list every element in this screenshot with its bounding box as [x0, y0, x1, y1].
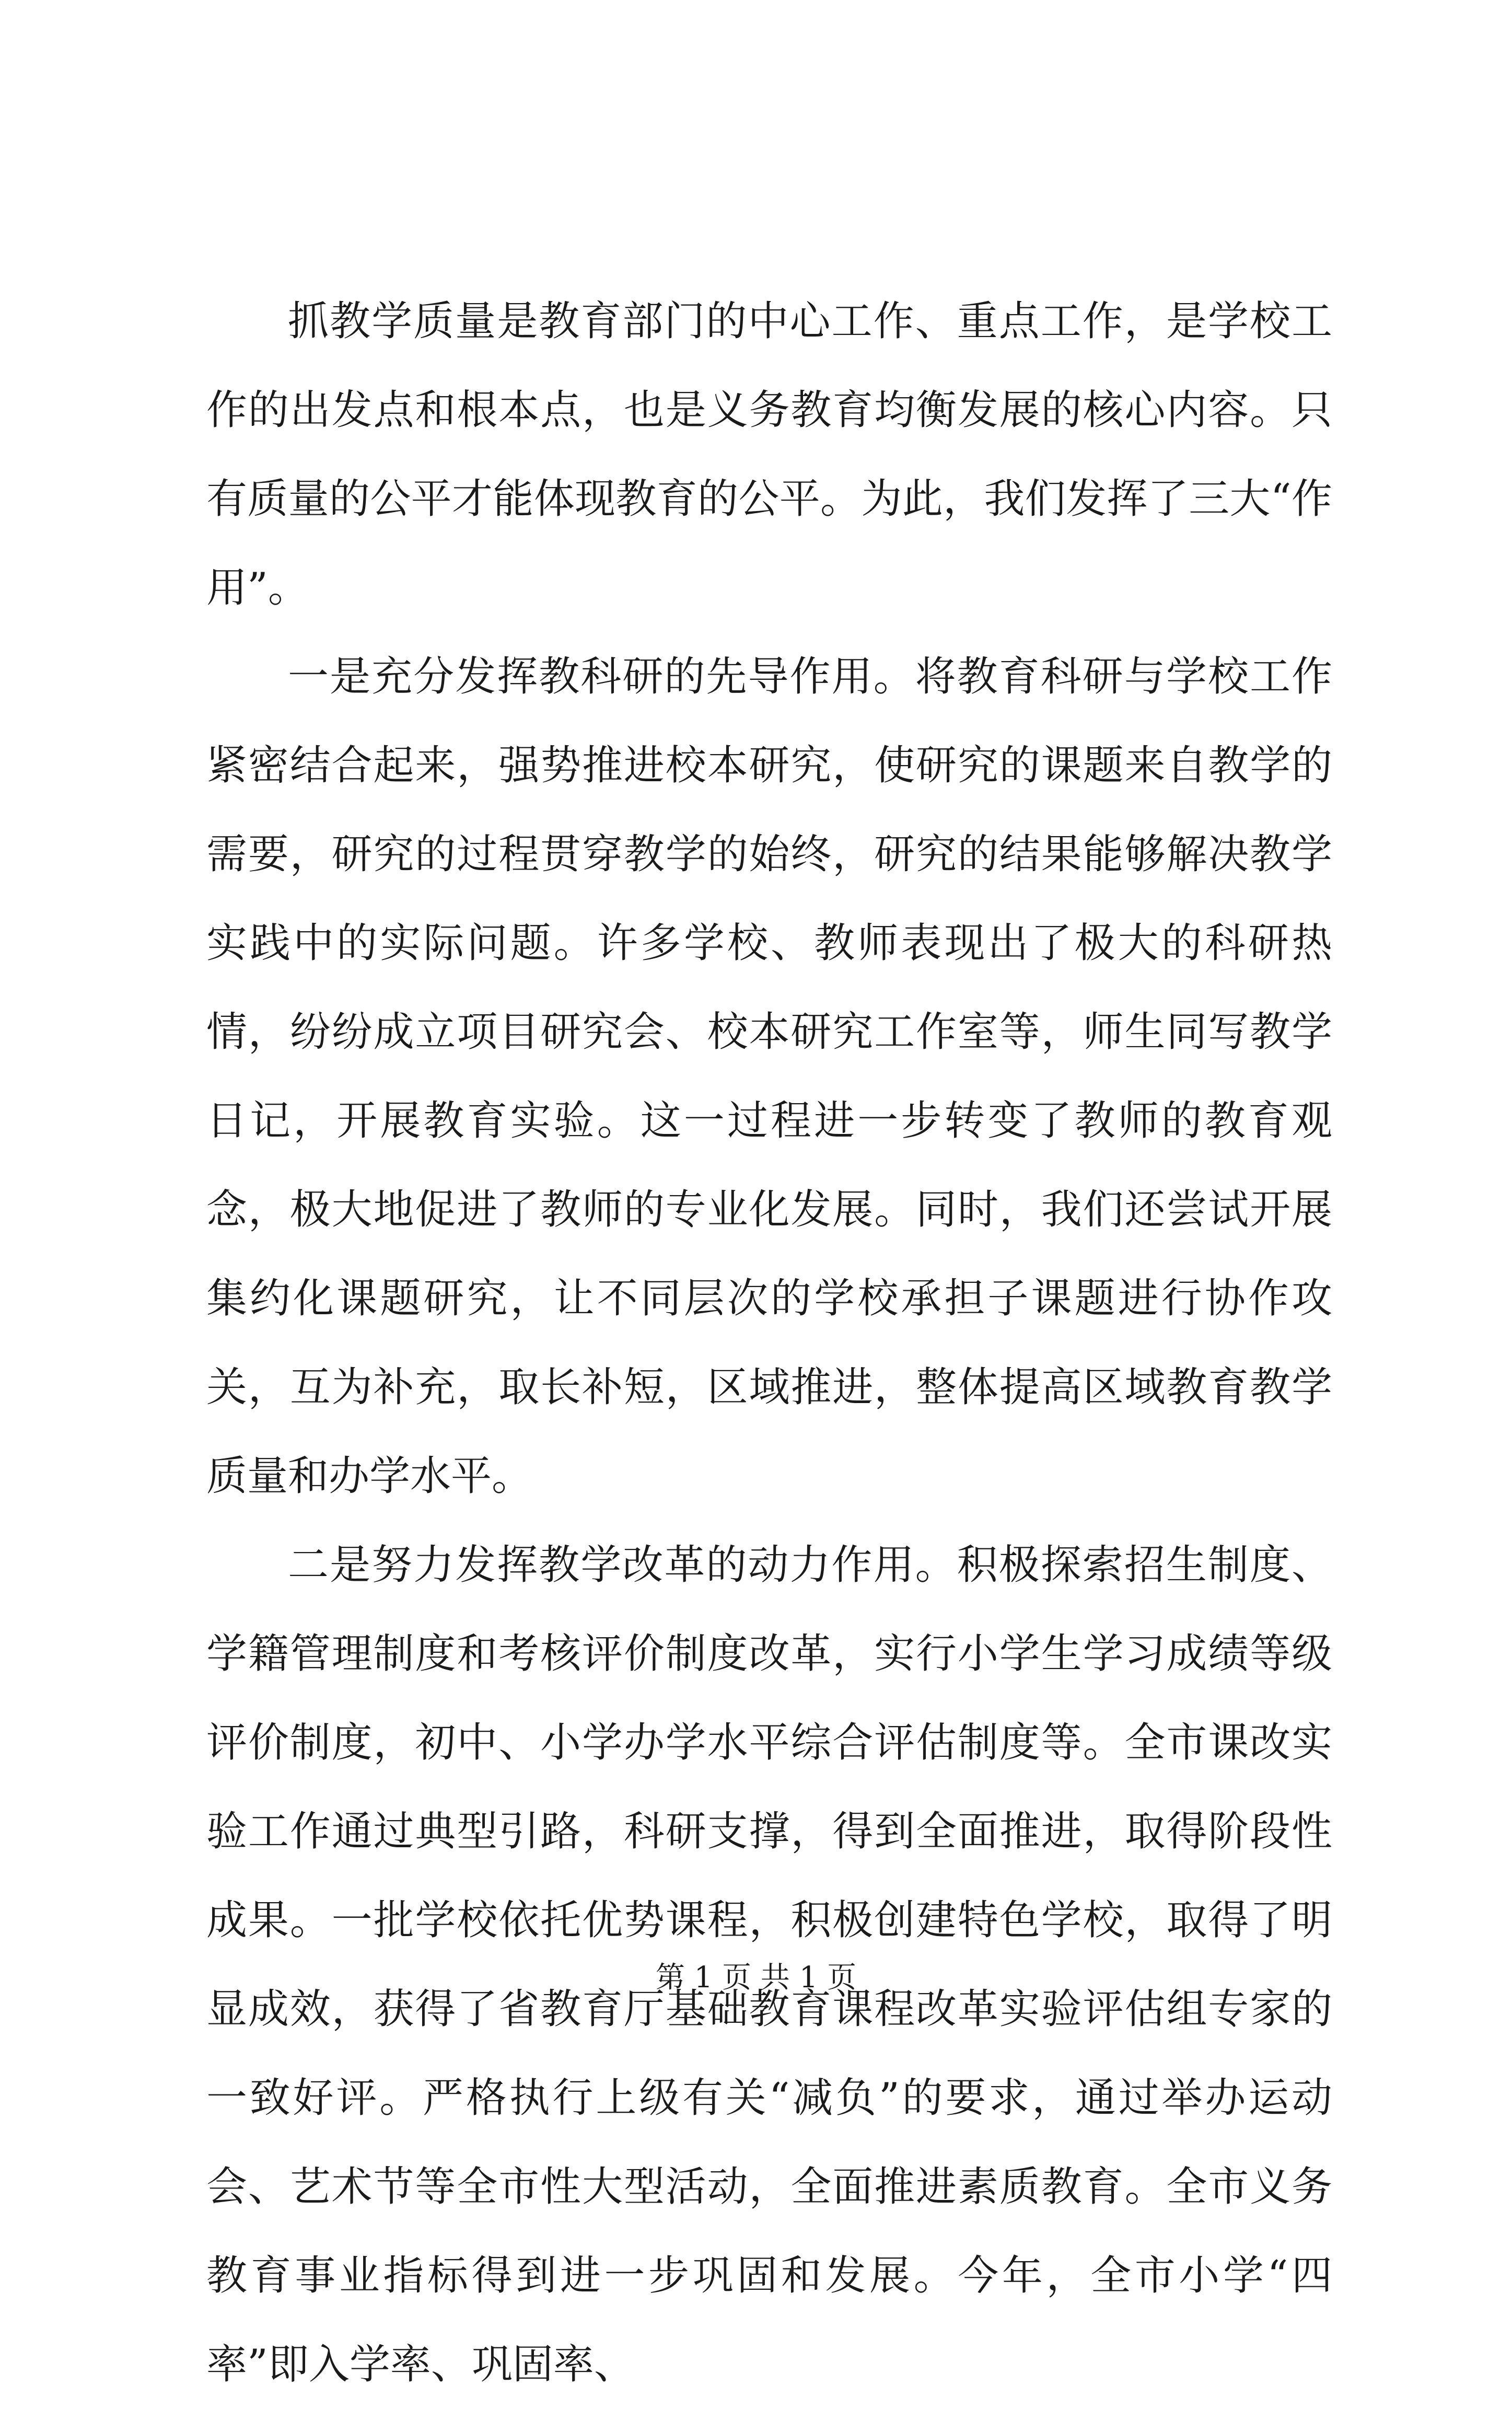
- paragraph-intro: 抓教学质量是教育部门的中心工作、重点工作，是学校工作的出发点和根本点，也是义务教育均衡发展的核心内容。只有质量的公平才能体现教育的公平。为此，我们发挥了三大“作用”。: [206, 298, 1332, 611]
- document-body: [206, 277, 1332, 2409]
- paragraph-research: 一是充分发挥教科研的先导作用。将教育科研与学校工作紧密结合起来，强势推进校本研究，使研究的课题来自教学的需要，研究的过程贯穿教学的始终，研究的结果能够解决教学实践中的实际问题。许多学校、教师表现出了极大的科研热情，纷纷成立项目研究会、校本研究工作室等，师生同写教学日记，开展教育实验。这一过程进一步转变了教师的教育观念，极大地促进了教师的专业化发展。同时，我们还尝试开展集约化课题研究，让不同层次的学校承担子课题进行协作攻关，互为补充，取长补短，区域推进，整体提高区域教育教学质量和办学水平。: [206, 653, 1332, 1500]
- page-footer: 第 1 页 共 1 页: [655, 1961, 857, 1995]
- paragraph-reform: 二是努力发挥教学改革的动力作用。积极探索招生制度、学籍管理制度和考核评价制度改革，实行小学生学习成绩等级评价制度，初中、小学办学水平综合评估制度等。全市课改实验工作通过典型引路，科研支撑，得到全面推进，取得阶段性成果。一批学校依托优势课程，积极创建特色学校，取得了明显成效，获得了省教育厅基础教育课程改革实验评估组专家的一致好评。严格执行上级有关“减负”的要求，通过举办运动会、艺术节等全市性大型活动，全面推进素质教育。全市义务教育事业指标得到进一步巩固和发展。今年，全市小学“四率”即入学率、巩固率、: [206, 1542, 1332, 2388]
